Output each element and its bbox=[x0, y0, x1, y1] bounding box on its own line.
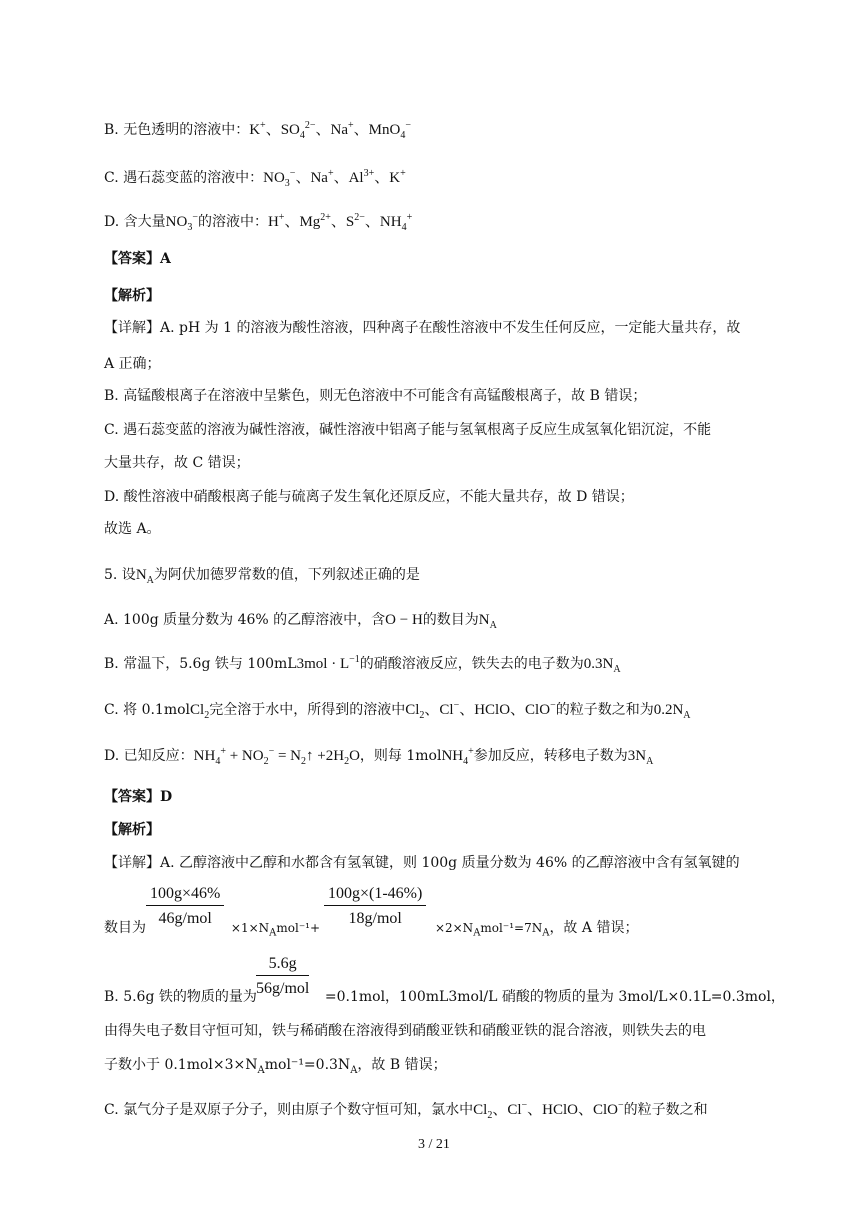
q5-explanation-b3-end: ，故 B 错误； bbox=[357, 1057, 447, 1073]
q5-option-a-text-2: 的数目为 bbox=[422, 612, 479, 628]
q5-explanation-b3-pre: 子数小于 0.1mol×3×N bbox=[104, 1057, 258, 1073]
q5-option-c-text-3: 的粒子数之和为 bbox=[555, 702, 654, 718]
q4-explanation-4: D. 酸性溶液中硝酸根离子能与硫离子发生氧化还原反应，不能大量共存，故 D 错误； bbox=[104, 489, 634, 505]
fraction-a1-denominator: 46g/mol bbox=[158, 910, 212, 927]
q5-explanation-b2: 由得失电子数目守恒可知，铁与稀硝酸在溶液得到硝酸亚铁和硝酸亚铁的混合溶液，则铁失去的电 bbox=[104, 1023, 706, 1039]
q4-option-b-text: B. 无色透明的溶液中： bbox=[104, 122, 250, 138]
q4-analysis-heading: 【解析】 bbox=[104, 288, 160, 304]
fraction-b-numerator: 5.6g bbox=[256, 955, 309, 976]
q5-explanation-b bbox=[104, 987, 784, 1007]
q4-option-d-formula-1: $NO_3^-$ bbox=[165, 212, 198, 233]
q5-option-d-formula-2: $3N_A$ bbox=[627, 748, 654, 767]
q5-explanation-b3: 子数小于 $0.1mol\times 3\times N_Amol^{-1}=0.3N_A$，故 B 错误； bbox=[104, 1057, 447, 1076]
q5-explanation-c-pre: C. 氯气分子是双原子分子，则由原子个数守恒可知，氯水中 bbox=[104, 1102, 474, 1118]
q4-answer: 【答案】A bbox=[104, 251, 171, 267]
q5-explanation-b-post: =0.1mol，100mL3mol/L 硝酸的物质的量为 3mol/L×0.1L=0.3mol， bbox=[324, 989, 785, 1005]
q5-option-c-formula-2: $Cl_2$、Cl−、HClO、ClO− bbox=[405, 700, 556, 721]
q5-explanation-c bbox=[104, 1100, 784, 1120]
fraction-a1-numerator: 100g×46% bbox=[146, 885, 224, 906]
q5-answer: 【答案】D bbox=[104, 789, 173, 805]
q4-option-d bbox=[104, 212, 784, 232]
q5-option-a-text: A. 100g 质量分数为 46% 的乙醇溶液中，含 bbox=[104, 612, 386, 628]
q4-option-b-formula: K+、$SO_4^{2-}$、Na+、MnO$_4$− bbox=[249, 120, 411, 141]
q4-conclusion: 故选 A。 bbox=[104, 521, 161, 537]
q5-option-d-equation: $NH_4^+ + NO_2^-$ = $N_2↑ +2H_2O$ bbox=[193, 746, 360, 767]
q5-explanation-a-formula bbox=[104, 918, 784, 938]
q4-explanation-3b: 大量共存，故 C 错误； bbox=[104, 455, 250, 471]
page-number: 3 / 21 bbox=[418, 1137, 450, 1152]
q5-option-b-formula-1: $3mol \cdot L^{-1}$ bbox=[296, 654, 360, 672]
q5-stem-pre: 5. 设 bbox=[104, 567, 136, 583]
q4-option-c-text: C. 遇石蕊变蓝的溶液中： bbox=[104, 170, 264, 186]
q5-stem-post: 为阿伏加德罗常数的值，下列叙述正确的是 bbox=[153, 567, 420, 583]
q5-option-b bbox=[104, 654, 784, 674]
q5-option-b-formula-2: $0.3N_A$ bbox=[583, 656, 621, 675]
q5-option-a-formula-1: O − H bbox=[385, 612, 423, 628]
q5-option-c-formula-1: $Cl_2$ bbox=[190, 702, 210, 721]
q4-option-c bbox=[104, 168, 784, 188]
q5-option-d-formula-1: $NH_4^+$ bbox=[441, 746, 474, 767]
q5-analysis-heading: 【解析】 bbox=[104, 822, 160, 838]
q5-explanation-a-mid: $\times 1\times N_Amol^{-1}+$ bbox=[230, 921, 321, 939]
q4-option-c-formula: $NO_3^-$、Na+、$Al^{3+}$、K+ bbox=[263, 168, 406, 189]
q4-explanation-1: 【详解】A. pH 为 1 的溶液为酸性溶液，四种离子在酸性溶液中不发生任何反应，一定能大量共存，故 bbox=[104, 320, 741, 336]
q5-option-c-text-2: 完全溶于水中，所得到的溶液中 bbox=[209, 702, 406, 718]
q5-option-a bbox=[104, 610, 784, 630]
fraction-b-denominator: 56g/mol bbox=[256, 980, 310, 997]
q5-option-c bbox=[104, 700, 784, 720]
q5-option-c-text: C. 将 0.1mol bbox=[104, 702, 191, 718]
q4-explanation-3: C. 遇石蕊变蓝的溶液为碱性溶液，碱性溶液中铝离子能与氢氧根离子反应生成氢氧化铝沉淀，不能 bbox=[104, 422, 712, 438]
q5-option-d-text: D. 已知反应： bbox=[104, 748, 194, 764]
q5-option-b-text-2: 的硝酸溶液反应，铁失去的电子数为 bbox=[359, 656, 584, 672]
q5-explanation-c-post: 的粒子数之和 bbox=[623, 1102, 708, 1118]
q5-explanation-b3-mid: mol⁻¹=0.3N bbox=[264, 1057, 351, 1073]
q5-explanation-a-pre: 数目为 bbox=[104, 920, 146, 936]
q4-option-d-formula-2: H+、$Mg^{2+}$、$S^{2-}$、$NH_4^+$ bbox=[267, 212, 413, 233]
q5-explanation-a-post: $\times 2\times N_Amol^{-1}=7N_A$ bbox=[434, 921, 550, 939]
fraction-a2-numerator: 100g×(1-46%) bbox=[324, 885, 426, 906]
q5-option-b-text: B. 常温下，5.6g 铁与 100mL bbox=[104, 656, 297, 672]
q5-option-a-formula-2: $N_A$ bbox=[478, 612, 497, 631]
q5-option-c-formula-3: $0.2N_A$ bbox=[653, 702, 691, 721]
q5-option-d-text-3: 参加反应，转移电子数为 bbox=[473, 748, 628, 764]
q5-explanation-a-end: ，故 A 错误； bbox=[549, 920, 639, 936]
q4-option-b bbox=[104, 120, 784, 140]
q4-explanation-2: B. 高锰酸根离子在溶液中呈紫色，则无色溶液中不可能含有高锰酸根离子，故 B 错误； bbox=[104, 388, 647, 404]
q5-explanation-a: 【详解】A. 乙醇溶液中乙醇和水都含有氢氧键，则 100g 质量分数为 46% 的乙醇溶液中含有氢氧键的 bbox=[104, 855, 740, 871]
q4-explanation-1b: A 正确； bbox=[104, 356, 161, 372]
q5-stem-formula: $N_A$ bbox=[135, 567, 154, 586]
q5-stem bbox=[104, 565, 784, 585]
q5-explanation-c-formula: $Cl_2$、Cl−、HClO、ClO− bbox=[473, 1100, 624, 1121]
q4-option-d-text-2: 的溶液中： bbox=[197, 214, 268, 230]
q4-option-d-text: D. 含大量 bbox=[104, 214, 166, 230]
q5-explanation-b-pre: B. 5.6g 铁的物质的量为 bbox=[104, 989, 257, 1005]
q5-option-d-text-2: ，则每 1mol bbox=[359, 748, 442, 764]
fraction-a2-denominator: 18g/mol bbox=[348, 910, 402, 927]
q5-option-d bbox=[104, 746, 784, 766]
